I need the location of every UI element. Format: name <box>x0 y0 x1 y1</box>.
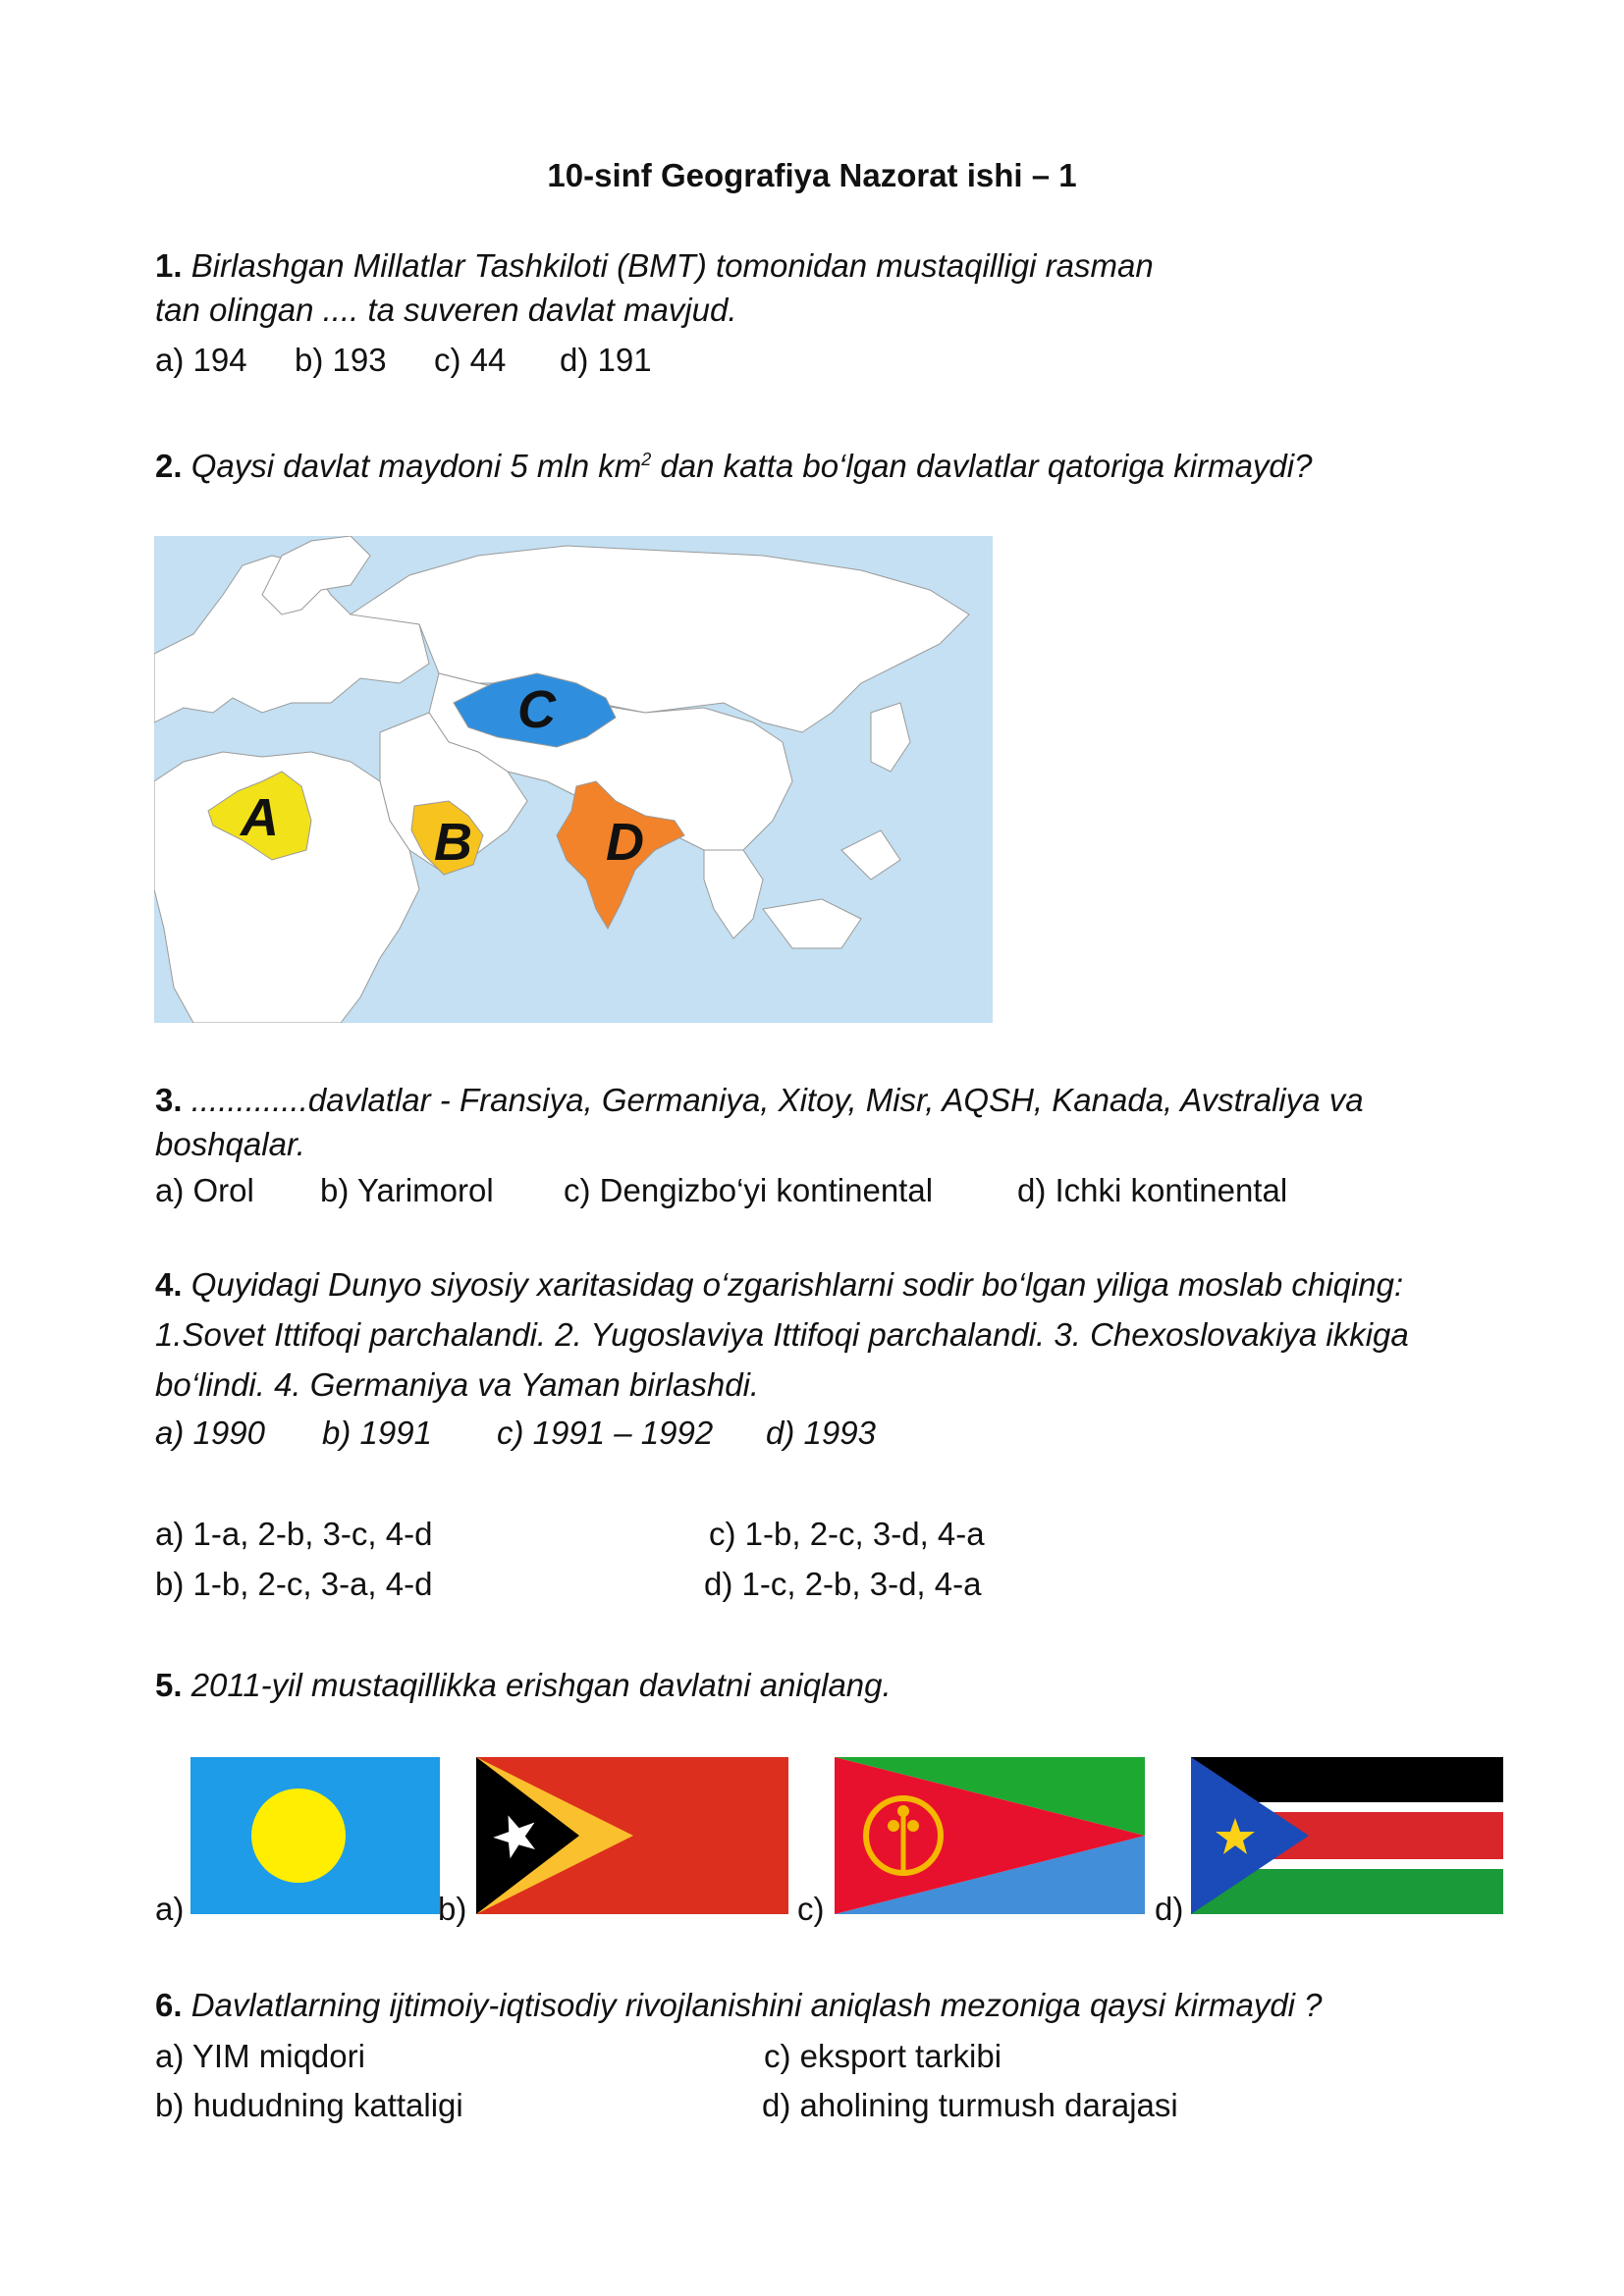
question-number: 1. <box>155 247 183 284</box>
superscript: 2 <box>641 450 652 469</box>
flag-label: a) <box>155 1891 185 1927</box>
year-option: c) 1991 – 1992 <box>497 1415 714 1451</box>
map-label-b: B <box>434 813 472 872</box>
question-text: boshqalar. <box>155 1126 305 1162</box>
question-number: 5. <box>155 1667 183 1703</box>
answer-option: a) 1-a, 2-b, 3-c, 4-d <box>155 1516 433 1552</box>
option: d) aholining turmush darajasi <box>762 2087 1178 2123</box>
question-text: 1.Sovet Ittifoqi parchalandi. 2. Yugoslaviya Ittifoqi parchalandi. 3. Chexoslovakiya ikkiga <box>155 1316 1409 1353</box>
flag-south-sudan <box>1191 1757 1503 1914</box>
map-label-d: D <box>606 813 644 872</box>
answer-option: b) 1-b, 2-c, 3-a, 4-d <box>155 1566 433 1602</box>
option: c) eksport tarkibi <box>764 2038 1002 2074</box>
page-title: 10-sinf Geografiya Nazorat ishi – 1 <box>547 157 1077 193</box>
question-text: .............davlatlar - Fransiya, Germaniya, Xitoy, Misr, AQSH, Kanada, Avstraliya va <box>190 1082 1364 1118</box>
question-6 <box>155 1983 1579 2027</box>
question-text: tan olingan .... ta suveren davlat mavjud. <box>155 292 737 328</box>
year-option: d) 1993 <box>766 1415 876 1451</box>
option: d) Ichki kontinental <box>1017 1172 1288 1208</box>
question-2 <box>155 438 1579 488</box>
question-number: 4. <box>155 1266 183 1303</box>
answer-option: d) 1-c, 2-b, 3-d, 4-a <box>704 1566 982 1602</box>
question-1 <box>155 243 1530 332</box>
question-text: 2011-yil mustaqillikka erishgan davlatni aniqlang. <box>190 1667 892 1703</box>
question-1-options <box>155 338 652 382</box>
question-number: 6. <box>155 1987 183 2023</box>
option: c) 44 <box>434 342 507 378</box>
question-3 <box>155 1078 1579 1166</box>
question-3-options <box>155 1168 1287 1212</box>
question-text: Quyidagi Dunyo siyosiy xaritasidag o‘zgarishlarni sodir bo‘lgan yiliga moslab chiqing: <box>190 1266 1404 1303</box>
question-number: 2. <box>155 448 183 484</box>
year-option: a) 1990 <box>155 1415 265 1451</box>
flag-east-timor <box>476 1757 788 1914</box>
year-option: b) 1991 <box>322 1415 432 1451</box>
question-text: Davlatlarning ijtimoiy-iqtisodiy rivojlanishini aniqlash mezoniga qaysi kirmaydi ? <box>190 1987 1323 2023</box>
option: b) hududning kattaligi <box>155 2087 463 2123</box>
option: d) 191 <box>560 342 652 378</box>
question-text: Qaysi davlat maydoni 5 mln km <box>190 448 642 484</box>
map-label-a: A <box>241 788 279 847</box>
option: b) 193 <box>295 342 387 378</box>
question-text: dan katta bo‘lgan davlatlar qatoriga kirmaydi? <box>651 448 1313 484</box>
map-image <box>154 536 993 1023</box>
answer-option: c) 1-b, 2-c, 3-d, 4-a <box>709 1516 985 1552</box>
question-4-years <box>155 1411 876 1455</box>
option: a) YIM miqdori <box>155 2038 365 2074</box>
flag-eritrea <box>835 1757 1145 1914</box>
flag-palau <box>190 1757 440 1914</box>
flag-label: b) <box>438 1891 467 1927</box>
flag-label: c) <box>797 1891 825 1927</box>
option: b) Yarimorol <box>320 1172 494 1208</box>
question-text: Birlashgan Millatlar Tashkiloti (BMT) tomonidan mustaqilligi rasman <box>190 247 1154 284</box>
question-4 <box>155 1259 1598 1410</box>
flag-label: d) <box>1155 1891 1184 1927</box>
option: c) Dengizbo‘yi kontinental <box>564 1172 934 1208</box>
question-number: 3. <box>155 1082 183 1118</box>
option: a) Orol <box>155 1172 254 1208</box>
question-5 <box>155 1663 1530 1707</box>
question-text: bo‘lindi. 4. Germaniya va Yaman birlashdi. <box>155 1366 760 1403</box>
map-label-c: C <box>517 680 556 739</box>
option: a) 194 <box>155 342 247 378</box>
